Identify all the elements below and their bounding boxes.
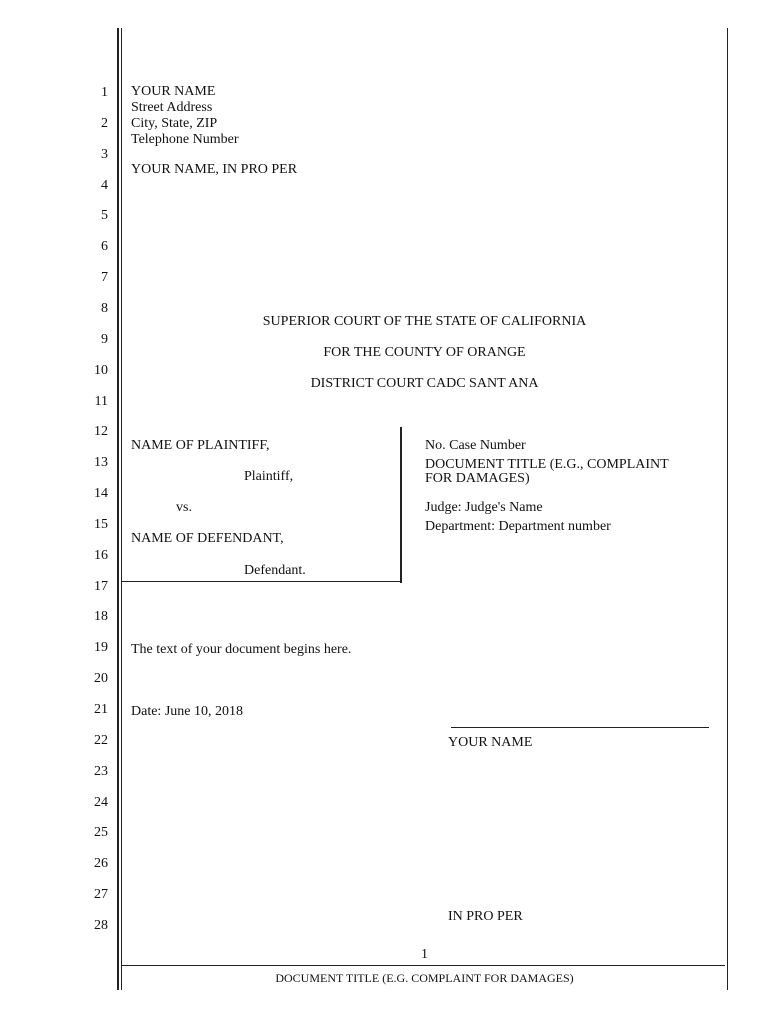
line-number: 1 [101, 85, 108, 100]
line-number: 17 [94, 579, 108, 594]
document-title-line-1: DOCUMENT TITLE (E.G., COMPLAINT [425, 457, 669, 472]
line-number: 19 [94, 640, 108, 655]
document-title-line-2: FOR DAMAGES) [425, 471, 530, 486]
line-number: 25 [94, 825, 108, 840]
line-number: 15 [94, 517, 108, 532]
caption-bottom-rule [122, 581, 402, 582]
case-number: No. Case Number [425, 438, 526, 453]
line-number: 20 [94, 671, 108, 686]
page-number: 1 [421, 947, 428, 962]
line-number: 22 [94, 733, 108, 748]
line-number: 3 [101, 147, 108, 162]
versus: vs. [176, 500, 192, 515]
line-number: 27 [94, 887, 108, 902]
date: Date: June 10, 2018 [131, 704, 243, 719]
footer-title: DOCUMENT TITLE (E.G. COMPLAINT FOR DAMAGES) [275, 971, 574, 985]
line-number: 16 [94, 548, 108, 563]
line-number: 26 [94, 856, 108, 871]
attorney-city: City, State, ZIP [131, 116, 218, 131]
line-number: 4 [101, 178, 108, 193]
court-line-3: DISTRICT COURT CADC SANT ANA [310, 376, 539, 391]
attorney-name: YOUR NAME [131, 84, 216, 99]
defendant-role: Defendant. [244, 563, 306, 578]
line-number: 7 [101, 270, 108, 285]
line-number: 14 [94, 486, 108, 501]
plaintiff-name: NAME OF PLAINTIFF, [131, 438, 270, 453]
line-number: 6 [101, 239, 108, 254]
judge: Judge: Judge's Name [425, 500, 543, 515]
attorney-street: Street Address [131, 100, 213, 115]
line-number: 13 [94, 455, 108, 470]
line-number: 24 [94, 795, 108, 810]
body-text: The text of your document begins here. [131, 642, 352, 657]
line-number: 9 [101, 332, 108, 347]
line-number: 23 [94, 764, 108, 779]
line-number: 12 [94, 424, 108, 439]
line-number: 8 [101, 301, 108, 316]
defendant-name: NAME OF DEFENDANT, [131, 531, 284, 546]
right-margin-rule [727, 28, 728, 990]
in-pro-per: IN PRO PER [448, 909, 523, 924]
line-number: 21 [94, 702, 108, 717]
line-number: 2 [101, 116, 108, 131]
court-line-2: FOR THE COUNTY OF ORANGE [323, 345, 526, 360]
line-number: 11 [94, 394, 108, 409]
footer-rule [122, 965, 725, 966]
line-number: 28 [94, 918, 108, 933]
left-margin-rule-outer [117, 28, 119, 990]
caption-divider [400, 427, 402, 583]
line-number: 18 [94, 609, 108, 624]
line-number: 10 [94, 363, 108, 378]
court-line-1: SUPERIOR COURT OF THE STATE OF CALIFORNIA [262, 314, 587, 329]
attorney-phone: Telephone Number [131, 132, 239, 147]
line-number: 5 [101, 208, 108, 223]
attorney-pro-per: YOUR NAME, IN PRO PER [131, 162, 298, 177]
signature-line [451, 727, 709, 728]
signature-name: YOUR NAME [448, 735, 533, 750]
left-margin-rule-inner [121, 28, 122, 990]
department: Department: Department number [425, 519, 611, 534]
plaintiff-role: Plaintiff, [244, 469, 294, 484]
